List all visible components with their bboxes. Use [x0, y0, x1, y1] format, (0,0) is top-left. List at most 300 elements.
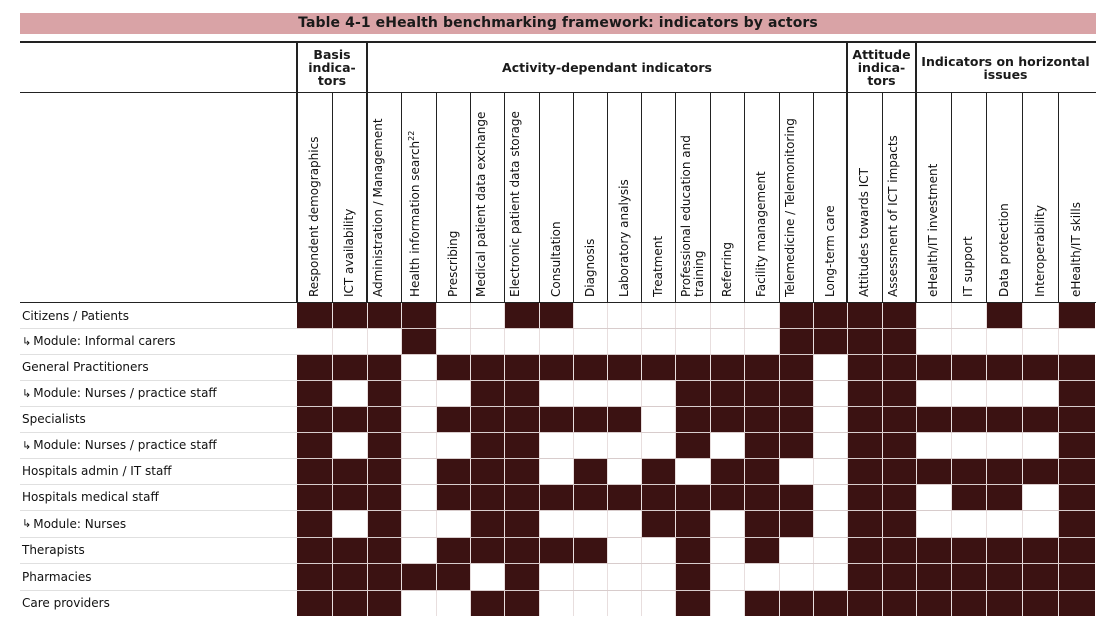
matrix-cell: [847, 303, 882, 328]
cell-separator: [813, 303, 814, 616]
matrix-cell: [607, 484, 641, 510]
matrix-cell: [779, 432, 813, 458]
column-header-label: Long-term care: [822, 205, 837, 297]
matrix-cell: [916, 458, 951, 484]
column-header-label: Data protection: [996, 203, 1011, 297]
matrix-cell: [882, 458, 916, 484]
matrix-cell: [813, 484, 847, 510]
column-header-label: Administration / Management: [370, 118, 385, 297]
matrix-cell: [779, 484, 813, 510]
matrix-cell: [297, 354, 332, 380]
cell-separator: [847, 303, 848, 616]
cell-separator: [607, 303, 608, 616]
matrix-cell: [847, 380, 882, 406]
matrix-cell: [504, 563, 539, 590]
row-label-text: Hospitals admin / IT staff: [22, 464, 172, 478]
column-header: [641, 93, 675, 303]
matrix-cell: [916, 328, 951, 354]
cell-separator: [436, 303, 437, 616]
matrix-cell: [744, 303, 779, 328]
matrix-cell: [470, 303, 504, 328]
matrix-cell: [916, 484, 951, 510]
row-label-text: Care providers: [22, 596, 110, 610]
matrix-cell: [710, 510, 744, 537]
column-header: [1022, 93, 1058, 303]
matrix-cell: [675, 406, 710, 432]
row-label: [22, 484, 159, 510]
matrix-cell: [1022, 484, 1058, 510]
column-header-label: Respondent demographics: [307, 136, 322, 297]
row-separator: [297, 406, 1095, 407]
matrix-cell: [1022, 563, 1058, 590]
matrix-cell: [504, 432, 539, 458]
column-header-label: Referring: [719, 241, 734, 297]
matrix-cell: [710, 406, 744, 432]
row-separator: [297, 380, 1095, 381]
matrix-cell: [813, 590, 847, 616]
group-header-line: Activity-dependant indicators: [502, 60, 712, 75]
matrix-cell: [779, 563, 813, 590]
matrix-cell: [504, 380, 539, 406]
row-separator: [297, 484, 1095, 485]
matrix-cell: [882, 563, 916, 590]
column-header-label: Facility management: [754, 171, 769, 297]
row-label-text: Pharmacies: [22, 569, 92, 584]
column-header-label: Professional education and training: [679, 135, 706, 297]
matrix-cell: [607, 380, 641, 406]
column-header: [401, 93, 436, 303]
column-header-label: Laboratory analysis: [616, 179, 631, 297]
matrix-cell: [813, 537, 847, 563]
row-separator: [297, 458, 1095, 459]
column-header-label: Attitudes towards ICT: [857, 168, 872, 297]
row-separator: [297, 563, 1095, 564]
matrix-cell: [813, 406, 847, 432]
row-label: [22, 537, 85, 563]
matrix-cell: [744, 510, 779, 537]
row-separator: [297, 590, 1095, 591]
column-header-label: Assessment of ICT impacts: [885, 135, 900, 297]
cell-separator: [539, 303, 540, 616]
cell-separator: [573, 303, 574, 616]
row-label: [22, 590, 110, 616]
matrix-cell: [573, 537, 607, 563]
matrix-cell: [504, 458, 539, 484]
column-header-label: Consultation: [548, 221, 563, 297]
group-header-line: indica-: [308, 60, 356, 75]
matrix-cell: [607, 354, 641, 380]
column-header: [367, 93, 401, 303]
group-header-line: Indicators on horizontal: [921, 53, 1090, 69]
matrix-cell: [779, 303, 813, 328]
matrix-cell: [332, 354, 367, 380]
matrix-cell: [951, 380, 986, 406]
matrix-cell: [573, 380, 607, 406]
matrix-cell: [813, 354, 847, 380]
table-title: Table 4-1 eHealth benchmarking framework: indicators by actors: [20, 13, 1096, 34]
column-header: [607, 93, 641, 303]
matrix-cell: [470, 406, 504, 432]
matrix-cell: [436, 510, 470, 537]
matrix-cell: [436, 484, 470, 510]
matrix-cell: [1022, 380, 1058, 406]
matrix-cell: [710, 380, 744, 406]
matrix-cell: [951, 510, 986, 537]
matrix-cell: [1058, 432, 1095, 458]
row-label: [22, 406, 86, 432]
matrix-cell: [710, 484, 744, 510]
matrix-cell: [951, 432, 986, 458]
matrix-cell: [916, 432, 951, 458]
cell-separator: [779, 303, 780, 616]
matrix-cell: [744, 563, 779, 590]
column-header: [539, 93, 573, 303]
matrix-cell: [986, 484, 1022, 510]
matrix-cell: [573, 328, 607, 354]
matrix-cell: [779, 510, 813, 537]
column-header-label: Diagnosis: [582, 238, 597, 297]
cell-separator: [401, 303, 402, 616]
matrix-cell: [641, 406, 675, 432]
column-header: [675, 93, 710, 303]
matrix-cell: [367, 380, 401, 406]
cell-separator: [641, 303, 642, 616]
matrix-cell: [847, 484, 882, 510]
matrix-cell: [1022, 510, 1058, 537]
column-header: [297, 93, 332, 303]
column-header: [436, 93, 470, 303]
matrix-cell: [813, 328, 847, 354]
matrix-cell: [1022, 303, 1058, 328]
matrix-cell: [1058, 380, 1095, 406]
matrix-cell: [986, 380, 1022, 406]
column-header-label: Telemedicine / Telemonitoring: [782, 118, 797, 297]
cell-separator: [1058, 303, 1059, 616]
matrix-cell: [367, 537, 401, 563]
matrix-cell: [847, 354, 882, 380]
matrix-cell: [986, 563, 1022, 590]
matrix-cell: [779, 380, 813, 406]
row-label-text: Hospitals medical staff: [22, 490, 159, 504]
matrix-cell: [573, 510, 607, 537]
matrix-cell: [986, 303, 1022, 328]
matrix-cell: [367, 563, 401, 590]
column-header-label: eHealth/IT skills: [1069, 202, 1084, 297]
group-header-line: indica-: [857, 60, 906, 75]
matrix-cell: [504, 303, 539, 328]
column-header: [744, 93, 779, 303]
matrix-cell: [436, 328, 470, 354]
matrix-cell: [470, 537, 504, 563]
cell-separator: [916, 303, 917, 616]
matrix-cell: [951, 484, 986, 510]
matrix-cell: [504, 510, 539, 537]
matrix-cell: [436, 354, 470, 380]
matrix-cell: [1022, 590, 1058, 616]
matrix-cell: [779, 537, 813, 563]
matrix-cell: [470, 380, 504, 406]
matrix-cell: [744, 537, 779, 563]
matrix-cell: [641, 510, 675, 537]
matrix-cell: [951, 406, 986, 432]
group-header: [367, 43, 847, 92]
matrix-cell: [744, 354, 779, 380]
matrix-cell: [539, 537, 573, 563]
matrix-cell: [675, 328, 710, 354]
matrix-cell: [539, 380, 573, 406]
matrix-cell: [607, 510, 641, 537]
matrix-cell: [951, 563, 986, 590]
row-label-module: [22, 510, 126, 537]
matrix-cell: [675, 380, 710, 406]
matrix-cell: [401, 380, 436, 406]
matrix-cell: [813, 432, 847, 458]
matrix-cell: [436, 380, 470, 406]
matrix-cell: [916, 303, 951, 328]
matrix-cell: [470, 590, 504, 616]
matrix-cell: [470, 510, 504, 537]
matrix-cell: [847, 537, 882, 563]
matrix-cell: [332, 510, 367, 537]
matrix-cell: [367, 484, 401, 510]
column-header-label: IT support: [961, 236, 976, 297]
column-header: [847, 93, 882, 303]
matrix-cell: [813, 380, 847, 406]
matrix-cell: [916, 380, 951, 406]
matrix-cell: [332, 484, 367, 510]
matrix-cell: [675, 563, 710, 590]
matrix-cell: [573, 563, 607, 590]
matrix-cell: [847, 458, 882, 484]
matrix-cell: [1058, 563, 1095, 590]
cell-separator: [882, 303, 883, 616]
matrix-cell: [332, 380, 367, 406]
row-label: [22, 563, 92, 590]
cell-separator: [744, 303, 745, 616]
matrix-cell: [1058, 406, 1095, 432]
matrix-cell: [710, 328, 744, 354]
group-header: [916, 43, 1095, 92]
matrix-cell: [332, 406, 367, 432]
matrix-cell: [1022, 432, 1058, 458]
matrix-cell: [641, 354, 675, 380]
matrix-cell: [504, 328, 539, 354]
matrix-cell: [607, 432, 641, 458]
matrix-cell: [436, 432, 470, 458]
matrix-cell: [539, 510, 573, 537]
matrix-cell: [1022, 328, 1058, 354]
matrix-cell: [710, 354, 744, 380]
group-header-line: Attitude: [852, 47, 911, 62]
matrix-cell: [779, 406, 813, 432]
matrix-cell: [539, 563, 573, 590]
column-header: [882, 93, 916, 303]
matrix-cell: [367, 510, 401, 537]
matrix-cell: [539, 590, 573, 616]
matrix-cell: [986, 432, 1022, 458]
row-label: [22, 303, 129, 328]
matrix-cell: [297, 303, 332, 328]
group-header-line: Basis: [313, 47, 351, 62]
matrix-cell: [436, 458, 470, 484]
row-separator: [297, 432, 1095, 433]
matrix-cell: [332, 563, 367, 590]
matrix-cell: [847, 590, 882, 616]
matrix-cell: [744, 458, 779, 484]
matrix-cell: [607, 303, 641, 328]
row-separator: [297, 354, 1095, 355]
matrix-cell: [951, 590, 986, 616]
cell-separator: [951, 303, 952, 616]
matrix-cell: [675, 432, 710, 458]
matrix-cell: [470, 563, 504, 590]
matrix-cell: [986, 354, 1022, 380]
matrix-cell: [675, 510, 710, 537]
matrix-cell: [710, 537, 744, 563]
return-arrow-icon: ↳: [22, 334, 32, 348]
matrix-cell: [332, 458, 367, 484]
matrix-cell: [986, 328, 1022, 354]
matrix-cell: [675, 590, 710, 616]
footnote-mark: 22: [407, 130, 416, 141]
matrix-cell: [1058, 354, 1095, 380]
matrix-cell: [539, 458, 573, 484]
row-label-text: Specialists: [22, 412, 86, 426]
matrix-cell: [1058, 590, 1095, 616]
matrix-cell: [297, 563, 332, 590]
matrix-cell: [504, 484, 539, 510]
matrix-cell: [297, 328, 332, 354]
matrix-cell: [641, 563, 675, 590]
matrix-cell: [710, 432, 744, 458]
row-separator: [297, 537, 1095, 538]
matrix-cell: [297, 510, 332, 537]
row-label-text: Therapists: [22, 543, 85, 557]
row-label-module: [22, 432, 217, 458]
matrix-cell: [1022, 537, 1058, 563]
matrix-cell: [332, 432, 367, 458]
cell-separator: [470, 303, 471, 616]
matrix-cell: [470, 432, 504, 458]
matrix-cell: [1022, 406, 1058, 432]
matrix-cell: [436, 406, 470, 432]
column-header: [986, 93, 1022, 303]
matrix-cell: [882, 328, 916, 354]
cell-separator: [1022, 303, 1023, 616]
matrix-cell: [401, 303, 436, 328]
matrix-cell: [744, 380, 779, 406]
matrix-cell: [675, 484, 710, 510]
matrix-cell: [573, 406, 607, 432]
row-label: [22, 354, 149, 380]
matrix-cell: [916, 406, 951, 432]
matrix-cell: [573, 432, 607, 458]
matrix-cell: [297, 458, 332, 484]
matrix-cell: [847, 432, 882, 458]
matrix-cell: [332, 537, 367, 563]
column-header-label: Interoperability: [1032, 205, 1047, 297]
column-header-label: Medical patient data exchange: [473, 111, 488, 297]
matrix-cell: [675, 537, 710, 563]
matrix-cell: [367, 458, 401, 484]
row-separator: [297, 328, 1095, 329]
matrix-cell: [573, 484, 607, 510]
matrix-cell: [297, 406, 332, 432]
matrix-cell: [436, 303, 470, 328]
matrix-cell: [986, 406, 1022, 432]
matrix-cell: [401, 406, 436, 432]
matrix-cell: [1058, 328, 1095, 354]
matrix-cell: [882, 432, 916, 458]
matrix-cell: [882, 406, 916, 432]
column-header-label: Treatment: [650, 235, 665, 297]
matrix-cell: [401, 484, 436, 510]
matrix-cell: [916, 590, 951, 616]
matrix-cell: [607, 537, 641, 563]
row-label-text: Module: Informal carers: [33, 334, 176, 348]
matrix-cell: [813, 510, 847, 537]
column-header: [951, 93, 986, 303]
matrix-cell: [813, 563, 847, 590]
matrix-cell: [297, 432, 332, 458]
matrix-cell: [573, 590, 607, 616]
column-header: [779, 93, 813, 303]
matrix-cell: [882, 303, 916, 328]
matrix-cell: [504, 406, 539, 432]
cell-separator: [504, 303, 505, 616]
matrix-cell: [744, 590, 779, 616]
matrix-cell: [882, 510, 916, 537]
matrix-cell: [744, 328, 779, 354]
matrix-cell: [539, 328, 573, 354]
matrix-cell: [367, 354, 401, 380]
matrix-cell: [882, 484, 916, 510]
matrix-cell: [710, 590, 744, 616]
column-header: [813, 93, 847, 303]
group-header: [847, 43, 916, 92]
matrix-cell: [1058, 458, 1095, 484]
matrix-cell: [470, 328, 504, 354]
matrix-cell: [367, 590, 401, 616]
matrix-cell: [675, 458, 710, 484]
matrix-cell: [641, 537, 675, 563]
row-label-text: Citizens / Patients: [22, 308, 129, 323]
matrix-cell: [1058, 303, 1095, 328]
column-header: [573, 93, 607, 303]
column-header: [916, 93, 951, 303]
matrix-cell: [367, 432, 401, 458]
row-label-text: Module: Nurses / practice staff: [33, 438, 217, 452]
matrix-cell: [607, 590, 641, 616]
matrix-cell: [951, 537, 986, 563]
matrix-cell: [951, 303, 986, 328]
matrix-cell: [882, 590, 916, 616]
matrix-cell: [986, 590, 1022, 616]
cell-separator: [367, 303, 368, 616]
matrix-cell: [1022, 458, 1058, 484]
matrix-cell: [882, 380, 916, 406]
matrix-cell: [607, 328, 641, 354]
matrix-cell: [367, 328, 401, 354]
matrix-cell: [504, 537, 539, 563]
column-header: [504, 93, 539, 303]
matrix-cell: [847, 510, 882, 537]
matrix-cell: [573, 458, 607, 484]
matrix-cell: [436, 563, 470, 590]
matrix-cell: [916, 563, 951, 590]
matrix-cell: [641, 380, 675, 406]
matrix-cell: [675, 303, 710, 328]
